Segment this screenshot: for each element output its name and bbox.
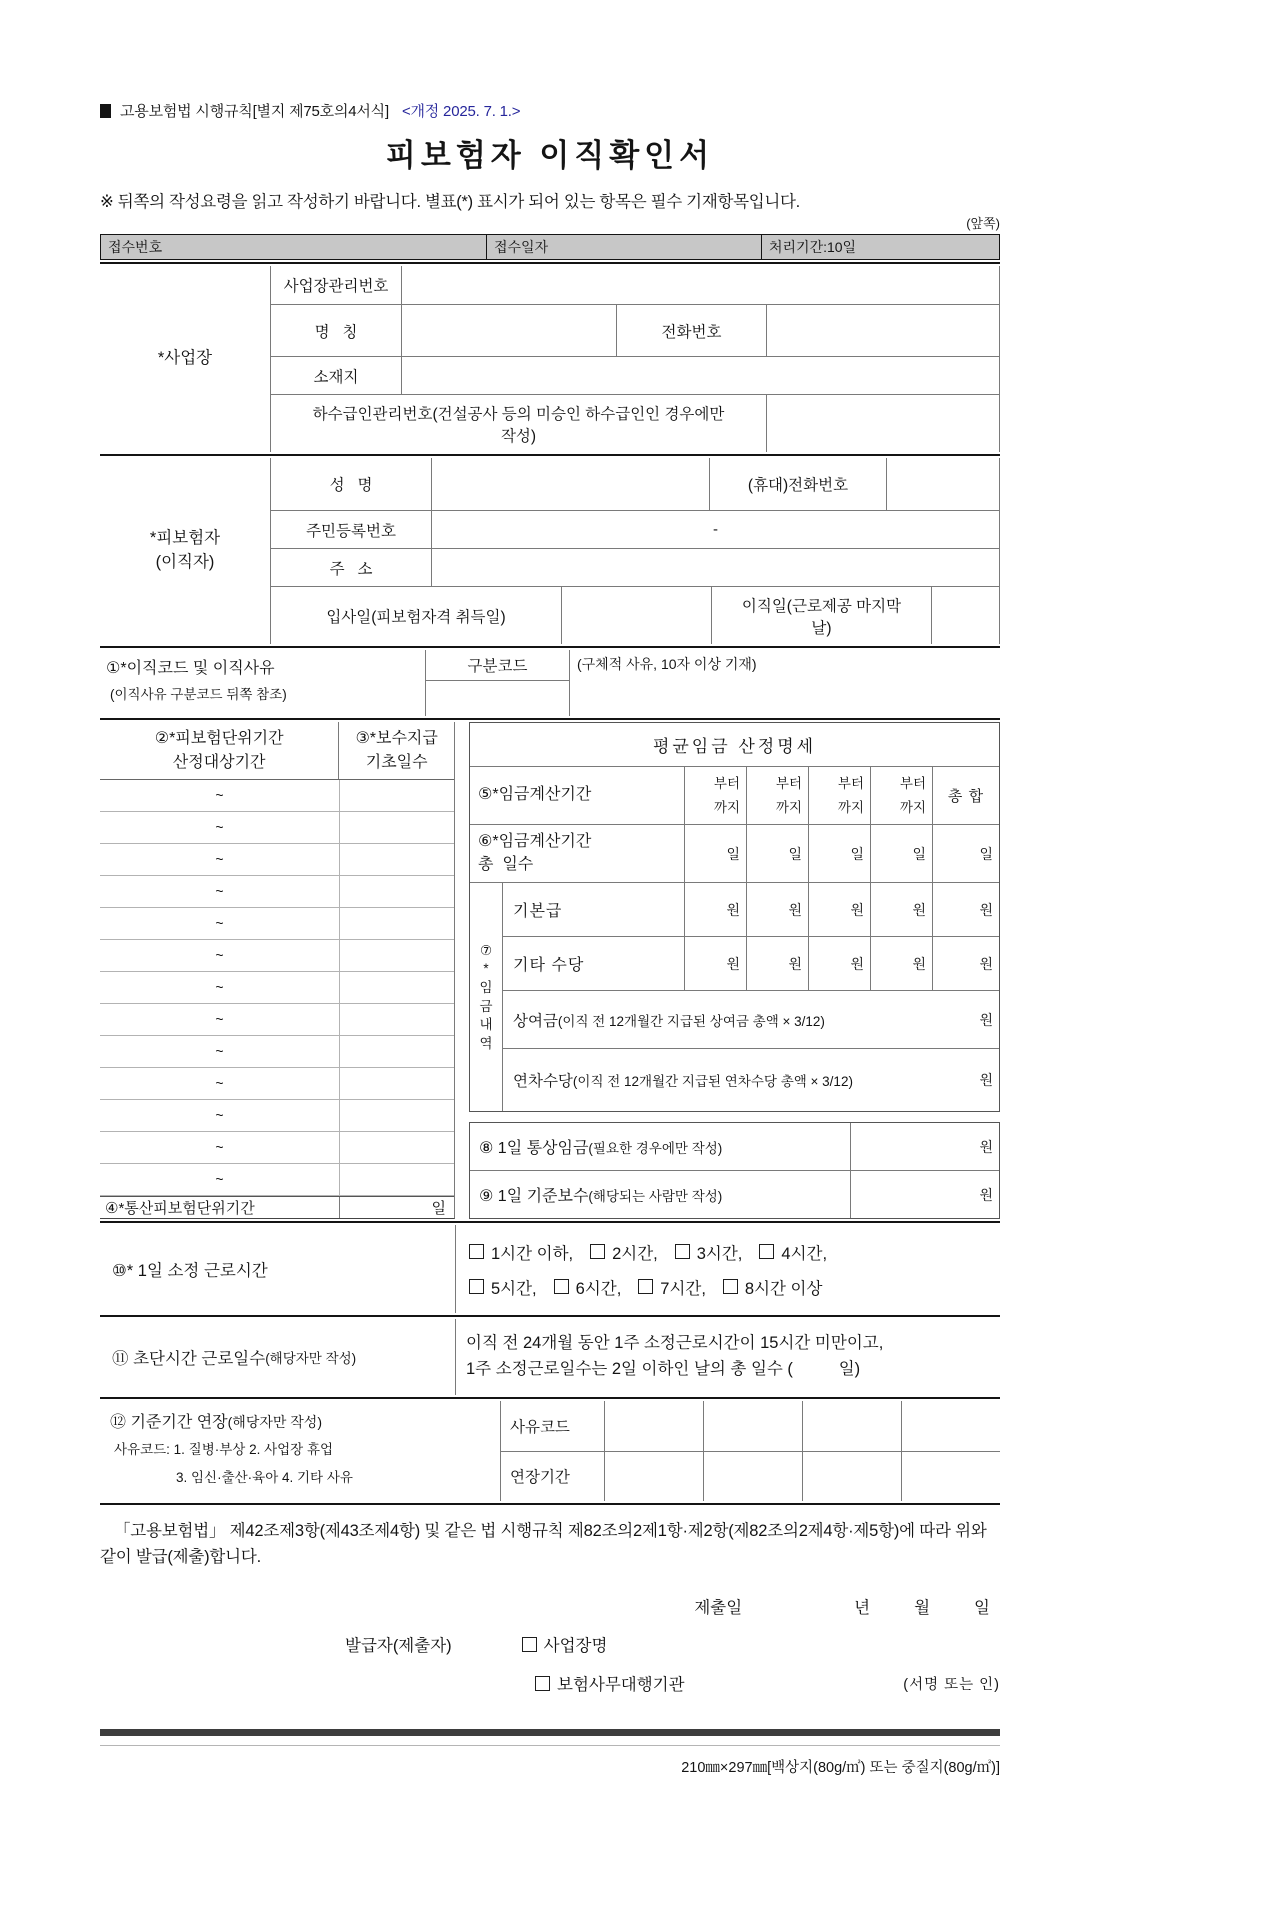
options-line-1 xyxy=(469,1240,1000,1264)
period-row xyxy=(100,844,454,876)
s9-label xyxy=(470,1171,850,1218)
revision-note: <개정 2025. 7. 1.> xyxy=(401,103,521,120)
code-input[interactable] xyxy=(426,681,569,716)
extension-period-input[interactable] xyxy=(901,1452,1000,1502)
base-pay-label: 기본급 xyxy=(513,903,563,920)
period-row xyxy=(100,1100,454,1132)
base-pay-total-input[interactable] xyxy=(932,883,999,936)
ordinary-wage-row xyxy=(470,1123,999,1170)
s7-char: * xyxy=(483,961,489,977)
standard-pay-input[interactable] xyxy=(850,1171,999,1218)
option-label: 1시간 이하, xyxy=(491,1244,574,1263)
insured-join-date-input[interactable] xyxy=(561,587,711,644)
hour-option[interactable] xyxy=(723,1275,823,1299)
reason-code-input[interactable] xyxy=(802,1401,901,1451)
s6-label xyxy=(470,825,684,882)
period-row xyxy=(100,940,454,972)
paid-days-input[interactable] xyxy=(339,780,454,811)
reason-code-input[interactable] xyxy=(604,1401,703,1451)
insured-unit-period-table xyxy=(100,722,455,1219)
calc-days-total-input[interactable] xyxy=(932,825,999,882)
other-allowance-label: 기타 수당 xyxy=(513,957,585,974)
from-label: 부터 xyxy=(837,775,864,791)
other-allowance-row xyxy=(503,937,999,991)
bonus-note: (이직 전 12개월간 지급된 상여금 총액 × 3/12) xyxy=(557,1013,825,1029)
s12-label xyxy=(100,1409,500,1432)
workplace-section-label: *사업장 xyxy=(157,349,213,368)
main-tables xyxy=(100,722,1000,1219)
paid-days-input[interactable] xyxy=(339,940,454,971)
bonus-label xyxy=(503,991,935,1048)
hour-option[interactable] xyxy=(554,1275,622,1299)
hour-option[interactable] xyxy=(638,1275,706,1299)
reason-code-row xyxy=(501,1401,1000,1451)
hour-option[interactable] xyxy=(469,1240,573,1264)
insured-leave-date-label: 이직일(근로제공 마지막 날) xyxy=(711,587,931,644)
won-unit: 원 xyxy=(979,1011,993,1028)
base-pay-input[interactable] xyxy=(808,883,870,936)
to-label: 까지 xyxy=(837,799,864,815)
s10-label: ⑩* 1일 소정 근로시간 xyxy=(112,1262,268,1280)
won-unit: 원 xyxy=(979,1072,993,1088)
insured-address-label: 주 소 xyxy=(329,560,373,578)
other-allowance-total-input[interactable] xyxy=(932,937,999,990)
period-range-input[interactable]: ~ xyxy=(215,1043,224,1059)
s12-label-area xyxy=(100,1401,500,1501)
period-range-input[interactable]: ~ xyxy=(215,1139,224,1155)
wage-calc-days-row xyxy=(470,825,999,883)
from-label: 부터 xyxy=(899,775,926,791)
total-unit-period-row xyxy=(100,1196,454,1218)
extension-period-input[interactable] xyxy=(802,1452,901,1502)
bonus-total-input[interactable] xyxy=(935,991,999,1048)
section-divider xyxy=(100,262,1000,264)
paid-days-input[interactable] xyxy=(339,1068,454,1099)
paid-days-input[interactable] xyxy=(339,1132,454,1163)
paid-days-input[interactable] xyxy=(339,876,454,907)
hour-option[interactable] xyxy=(469,1275,537,1299)
legal-statement: 「고용보험법」 제42조제3항(제43조제4항) 및 같은 법 시행규칙 제82조의2제1항·제2항(제82조의2제4항·제5항)에 따라 위와 같이 발급(제출)합니다. xyxy=(100,1522,987,1566)
paid-days-input[interactable] xyxy=(339,908,454,939)
s11-desc-line2: 1주 소정근로일수는 2일 이하인 날의 총 일수 ( 일) xyxy=(466,1360,861,1378)
paid-days-input[interactable] xyxy=(339,844,454,875)
s8-label xyxy=(470,1123,850,1170)
won-unit: 원 xyxy=(912,901,926,918)
won-unit: 원 xyxy=(979,1186,993,1203)
checkbox-icon[interactable] xyxy=(469,1279,484,1294)
paid-days-input[interactable] xyxy=(339,1036,454,1067)
table-row xyxy=(271,356,999,394)
form-instruction: ※ 뒤쪽의 작성요령을 읽고 작성하기 바랍니다. 별표(*) 표시가 되어 있는 항목은 필수 기재항목입니다. xyxy=(100,193,800,211)
period-row xyxy=(100,1036,454,1068)
table-row xyxy=(271,266,999,304)
reason-code-label: 사유코드 xyxy=(510,1418,570,1436)
bottom-thin-line xyxy=(100,1745,1000,1746)
reason-detail-input[interactable] xyxy=(570,650,1000,716)
period-row xyxy=(100,780,454,812)
option-label: 7시간, xyxy=(660,1279,706,1298)
period-row xyxy=(100,1132,454,1164)
calc-days-input[interactable] xyxy=(684,825,746,882)
option-label: 8시간 이상 xyxy=(744,1279,823,1298)
s7-char: 내 xyxy=(479,1017,493,1033)
paid-days-input[interactable] xyxy=(339,972,454,1003)
month-label: 월 xyxy=(914,1599,931,1618)
bonus-row xyxy=(503,991,999,1049)
signature-note: (서명 또는 인) xyxy=(903,1676,1000,1693)
section-divider xyxy=(100,454,1000,456)
s7-vertical-label xyxy=(470,883,503,1111)
period-range-input[interactable]: ~ xyxy=(215,851,224,867)
section-divider xyxy=(100,1397,1000,1399)
insured-mobile-label: (휴대)전화번호 xyxy=(709,458,886,510)
s11-label xyxy=(100,1319,455,1395)
workplace-name-label: 명 칭 xyxy=(314,323,358,341)
s4-label: ④*통산피보험단위기간 xyxy=(105,1200,255,1217)
base-pay-input[interactable] xyxy=(746,883,808,936)
issuer-row xyxy=(100,1632,1000,1656)
s11-label-text: ⑪ 초단시간 근로일수 xyxy=(112,1350,266,1368)
ultra-short-time-section xyxy=(100,1319,1000,1395)
s12-label-note: (해당자만 작성) xyxy=(227,1414,322,1430)
option-label: 2시간, xyxy=(612,1244,658,1263)
s2-header-line1: ②*피보험단위기간 xyxy=(154,730,284,748)
standard-pay-row xyxy=(470,1170,999,1218)
section-divider xyxy=(100,1221,1000,1223)
workplace-name-input[interactable] xyxy=(401,305,616,356)
total-unit-period-input[interactable] xyxy=(339,1197,454,1218)
calc-days-input[interactable] xyxy=(870,825,932,882)
s9-note: (해당되는 사람만 작성) xyxy=(588,1188,723,1204)
wage-detail-rows xyxy=(503,883,999,1111)
s8-note: (필요한 경우에만 작성) xyxy=(588,1140,723,1156)
annual-leave-pay-row xyxy=(503,1049,999,1111)
reason-code-input[interactable] xyxy=(901,1401,1000,1451)
table-row xyxy=(271,548,999,586)
insured-section-label-line1: *피보험자 xyxy=(149,529,221,548)
period-row xyxy=(100,876,454,908)
won-unit: 원 xyxy=(788,901,802,918)
insured-section-label xyxy=(100,458,270,644)
s2-header-line2: 산정대상기간 xyxy=(172,753,266,771)
won-unit: 원 xyxy=(726,955,740,972)
hour-option[interactable] xyxy=(590,1240,658,1264)
period-row xyxy=(100,908,454,940)
calc-days-input[interactable] xyxy=(808,825,870,882)
period-range-input[interactable]: ~ xyxy=(215,819,224,835)
won-unit: 원 xyxy=(979,955,993,972)
period-range-input[interactable]: ~ xyxy=(215,1075,224,1091)
workplace-phone-input[interactable] xyxy=(766,305,999,356)
workplace-address-input[interactable] xyxy=(401,357,999,394)
insured-rrn-input[interactable]: - xyxy=(431,511,999,548)
other-allowance-input[interactable] xyxy=(808,937,870,990)
table-row xyxy=(271,458,999,510)
regulation-notice-text: 고용보험법 시행규칙[별지 제75호의4서식] xyxy=(120,103,389,120)
daily-wage-table xyxy=(469,1122,1000,1219)
day-label: 일 xyxy=(974,1599,990,1618)
average-wage-column xyxy=(469,722,1000,1219)
s3-header-line2: 기초일수 xyxy=(365,753,428,771)
paid-days-input[interactable] xyxy=(339,812,454,843)
insured-section xyxy=(100,458,1000,644)
s6-label-line2: 총 일수 xyxy=(478,855,534,873)
won-unit: 원 xyxy=(979,1138,993,1155)
hour-option[interactable] xyxy=(675,1240,743,1264)
s11-label-note: (해당자만 작성) xyxy=(265,1351,357,1366)
insured-section-label-line2: (이직자) xyxy=(155,553,215,571)
extension-period-input[interactable] xyxy=(703,1452,802,1502)
period-range-input[interactable]: ~ xyxy=(215,1011,224,1027)
bottom-bar xyxy=(100,1729,1000,1736)
period-row xyxy=(100,1068,454,1100)
checkbox-icon[interactable] xyxy=(469,1244,484,1259)
period-range-input[interactable]: ~ xyxy=(215,1171,224,1187)
separation-code-column xyxy=(425,650,570,716)
to-label: 까지 xyxy=(899,799,926,815)
won-unit: 원 xyxy=(726,901,740,918)
insured-name-label: 성 명 xyxy=(329,477,373,494)
s7-char: 역 xyxy=(479,1035,493,1051)
issuer-option-agency[interactable] xyxy=(535,1671,685,1695)
s3-header xyxy=(338,722,454,779)
day-unit: 일 xyxy=(431,1200,446,1217)
other-allowance-input[interactable] xyxy=(684,937,746,990)
workplace-mgmt-no-input[interactable] xyxy=(401,266,999,304)
reason-code-legend-line1: 사유코드: 1. 질병·부상 2. 사업장 휴업 xyxy=(114,1442,334,1457)
period-range-input[interactable]: ~ xyxy=(215,947,224,963)
insured-address-input[interactable] xyxy=(431,549,999,586)
regulation-notice-line xyxy=(100,100,1000,121)
table-row xyxy=(271,394,999,452)
insured-table xyxy=(270,458,1000,644)
submit-date-label: 제출일 xyxy=(694,1599,743,1618)
period-row xyxy=(100,812,454,844)
day-unit: 일 xyxy=(788,845,802,862)
s3-header-line1: ③*보수지급 xyxy=(355,730,438,748)
checkbox-icon[interactable] xyxy=(638,1279,653,1294)
extension-period-row xyxy=(501,1451,1000,1502)
checkbox-icon[interactable] xyxy=(675,1244,690,1259)
extension-period-label: 연장기간 xyxy=(510,1469,570,1487)
period-range-input[interactable]: ~ xyxy=(215,883,224,899)
period-range-input[interactable]: ~ xyxy=(215,979,224,995)
day-unit: 일 xyxy=(979,845,993,862)
checkbox-icon[interactable] xyxy=(759,1244,774,1259)
checkbox-icon[interactable] xyxy=(723,1279,738,1294)
issuer-row xyxy=(100,1671,1000,1695)
wage-period-input[interactable] xyxy=(808,767,870,824)
issuer-label: 발급자(제출자) xyxy=(345,1637,452,1656)
separation-code-sublabel: (이직사유 구분코드 뒤쪽 참조) xyxy=(110,687,287,702)
separation-code-label: ①*이직코드 및 이직사유 xyxy=(106,660,275,677)
annual-leave-pay-label xyxy=(503,1049,935,1111)
checkbox-icon[interactable] xyxy=(590,1244,605,1259)
receipt-strip xyxy=(100,234,1000,260)
checkbox-icon[interactable] xyxy=(535,1676,550,1691)
paper-size-note: 210㎜×297㎜[백상지(80g/㎡) 또는 중질지(80g/㎡)] xyxy=(681,1760,1000,1777)
won-unit: 원 xyxy=(979,901,993,918)
other-allowance-input[interactable] xyxy=(870,937,932,990)
year-label: 년 xyxy=(854,1599,871,1618)
workplace-section xyxy=(100,266,1000,452)
wage-period-input[interactable] xyxy=(684,767,746,824)
s12-label-text: ⑫ 기준기간 연장 xyxy=(110,1414,228,1431)
base-pay-input[interactable] xyxy=(684,883,746,936)
s5-label: ⑤*임금계산기간 xyxy=(478,786,592,804)
wage-period-input[interactable] xyxy=(870,767,932,824)
from-label: 부터 xyxy=(775,775,802,791)
page-side-label: (앞쪽) xyxy=(966,216,1000,231)
section-divider xyxy=(100,1503,1000,1505)
bonus-label-text: 상여금 xyxy=(513,1012,558,1030)
reason-hint: (구체적 사유, 10자 이상 기재) xyxy=(577,656,757,672)
working-hours-options xyxy=(455,1225,1000,1313)
period-row xyxy=(100,1004,454,1036)
hour-option[interactable] xyxy=(759,1240,827,1264)
annual-leave-note: (이직 전 12개월간 지급된 연차수당 총액 × 3/12) xyxy=(572,1074,853,1089)
issuer-option-workplace[interactable] xyxy=(522,1632,608,1656)
separation-confirmation-form xyxy=(100,100,1000,1777)
black-square-icon xyxy=(100,104,111,118)
ordinary-wage-input[interactable] xyxy=(850,1123,999,1170)
wage-calc-period-row xyxy=(470,767,999,825)
option-label: 5시간, xyxy=(491,1279,537,1298)
s11-desc-line1: 이직 전 24개월 동안 1주 소정근로시간이 15시간 미만이고, xyxy=(466,1334,884,1353)
period-row xyxy=(100,972,454,1004)
workplace-phone-label: 전화번호 xyxy=(616,305,766,356)
average-wage-title: 평균임금 산정명세 xyxy=(470,723,999,767)
other-allowance-input[interactable] xyxy=(746,937,808,990)
insured-rrn-label: 주민등록번호 xyxy=(306,522,396,540)
s2-header xyxy=(100,722,338,779)
period-range-input[interactable]: ~ xyxy=(215,915,224,931)
won-unit: 원 xyxy=(788,955,802,972)
insured-mobile-input[interactable] xyxy=(886,458,999,510)
table-row xyxy=(271,304,999,356)
option-label: 사업장명 xyxy=(543,1637,608,1656)
extension-table xyxy=(500,1401,1000,1501)
s8-label-text: ⑧ 1일 통상임금 xyxy=(479,1140,589,1157)
to-label: 까지 xyxy=(713,799,740,815)
submit-date-row xyxy=(100,1594,1000,1618)
separation-code-section xyxy=(100,650,1000,716)
calc-days-input[interactable] xyxy=(746,825,808,882)
extension-period-input[interactable] xyxy=(604,1452,703,1502)
to-label: 까지 xyxy=(775,799,802,815)
insured-name-input[interactable] xyxy=(431,458,709,510)
wage-period-input[interactable] xyxy=(746,767,808,824)
base-pay-input[interactable] xyxy=(870,883,932,936)
section-divider xyxy=(100,718,1000,720)
ultra-short-time-desc[interactable] xyxy=(455,1319,1000,1395)
code-header-label: 구분코드 xyxy=(426,650,569,681)
reason-code-input[interactable] xyxy=(703,1401,802,1451)
paid-days-input[interactable] xyxy=(339,1100,454,1131)
period-row xyxy=(100,1164,454,1196)
processing-period-label: 처리기간:10일 xyxy=(761,235,999,259)
option-label: 3시간, xyxy=(696,1244,743,1263)
day-unit: 일 xyxy=(726,845,740,862)
receipt-date-label: 접수일자 xyxy=(486,235,761,259)
s9-label-text: ⑨ 1일 기준보수 xyxy=(479,1188,589,1205)
base-pay-row xyxy=(503,883,999,937)
period-range-input[interactable]: ~ xyxy=(215,787,224,803)
s7-char: ⑦ xyxy=(479,942,493,958)
option-label: 6시간, xyxy=(575,1279,622,1298)
reason-code-legend-line2: 3. 임신·출산·육아 4. 기타 사유 xyxy=(176,1470,353,1486)
s7-char: 임 xyxy=(479,979,493,995)
average-wage-table xyxy=(469,722,1000,1112)
insured-join-date-label: 입사일(피보험자격 취득일) xyxy=(326,608,506,626)
workplace-subcontractor-label: 하수급인관리번호(건설공사 등의 미승인 하수급인인 경우에만 작성) xyxy=(312,405,725,445)
s6-label-line1: ⑥*임금계산기간 xyxy=(478,833,592,851)
annual-leave-label-text: 연차수당 xyxy=(513,1073,573,1090)
options-line-2 xyxy=(469,1275,1000,1299)
insured-leave-date-input[interactable] xyxy=(931,587,999,644)
workplace-address-label: 소재지 xyxy=(313,368,359,386)
total-column-header: 총 합 xyxy=(932,767,999,824)
receipt-number-label: 접수번호 xyxy=(108,239,163,255)
s7-char: 금 xyxy=(479,998,493,1014)
spacer xyxy=(469,1112,1000,1122)
section-divider xyxy=(100,646,1000,648)
won-unit: 원 xyxy=(912,955,926,972)
annual-leave-total-input[interactable] xyxy=(935,1049,999,1111)
won-unit: 원 xyxy=(850,955,864,972)
table-row xyxy=(271,510,999,548)
table-row xyxy=(271,586,999,644)
workplace-subcontractor-input[interactable] xyxy=(766,395,999,452)
workplace-table xyxy=(270,266,1000,452)
paid-days-input[interactable] xyxy=(339,1164,454,1195)
form-title: 피보험자 이직확인서 xyxy=(385,138,715,173)
paid-days-input[interactable] xyxy=(339,1004,454,1035)
option-label: 보험사무대행기관 xyxy=(557,1676,685,1695)
base-period-extension-section xyxy=(100,1401,1000,1501)
checkbox-icon[interactable] xyxy=(522,1637,537,1652)
period-range-input[interactable]: ~ xyxy=(215,1107,224,1123)
won-unit: 원 xyxy=(850,901,864,918)
section-divider xyxy=(100,1315,1000,1317)
from-label: 부터 xyxy=(713,775,740,791)
checkbox-icon[interactable] xyxy=(554,1279,569,1294)
separation-code-label-area xyxy=(100,650,425,716)
unit-period-header xyxy=(100,722,454,780)
working-hours-section xyxy=(100,1225,1000,1313)
option-label: 4시간, xyxy=(781,1244,828,1263)
day-unit: 일 xyxy=(850,845,864,862)
wage-detail-section xyxy=(470,883,999,1111)
day-unit: 일 xyxy=(912,845,926,862)
workplace-mgmt-no-label: 사업장관리번호 xyxy=(283,278,389,295)
